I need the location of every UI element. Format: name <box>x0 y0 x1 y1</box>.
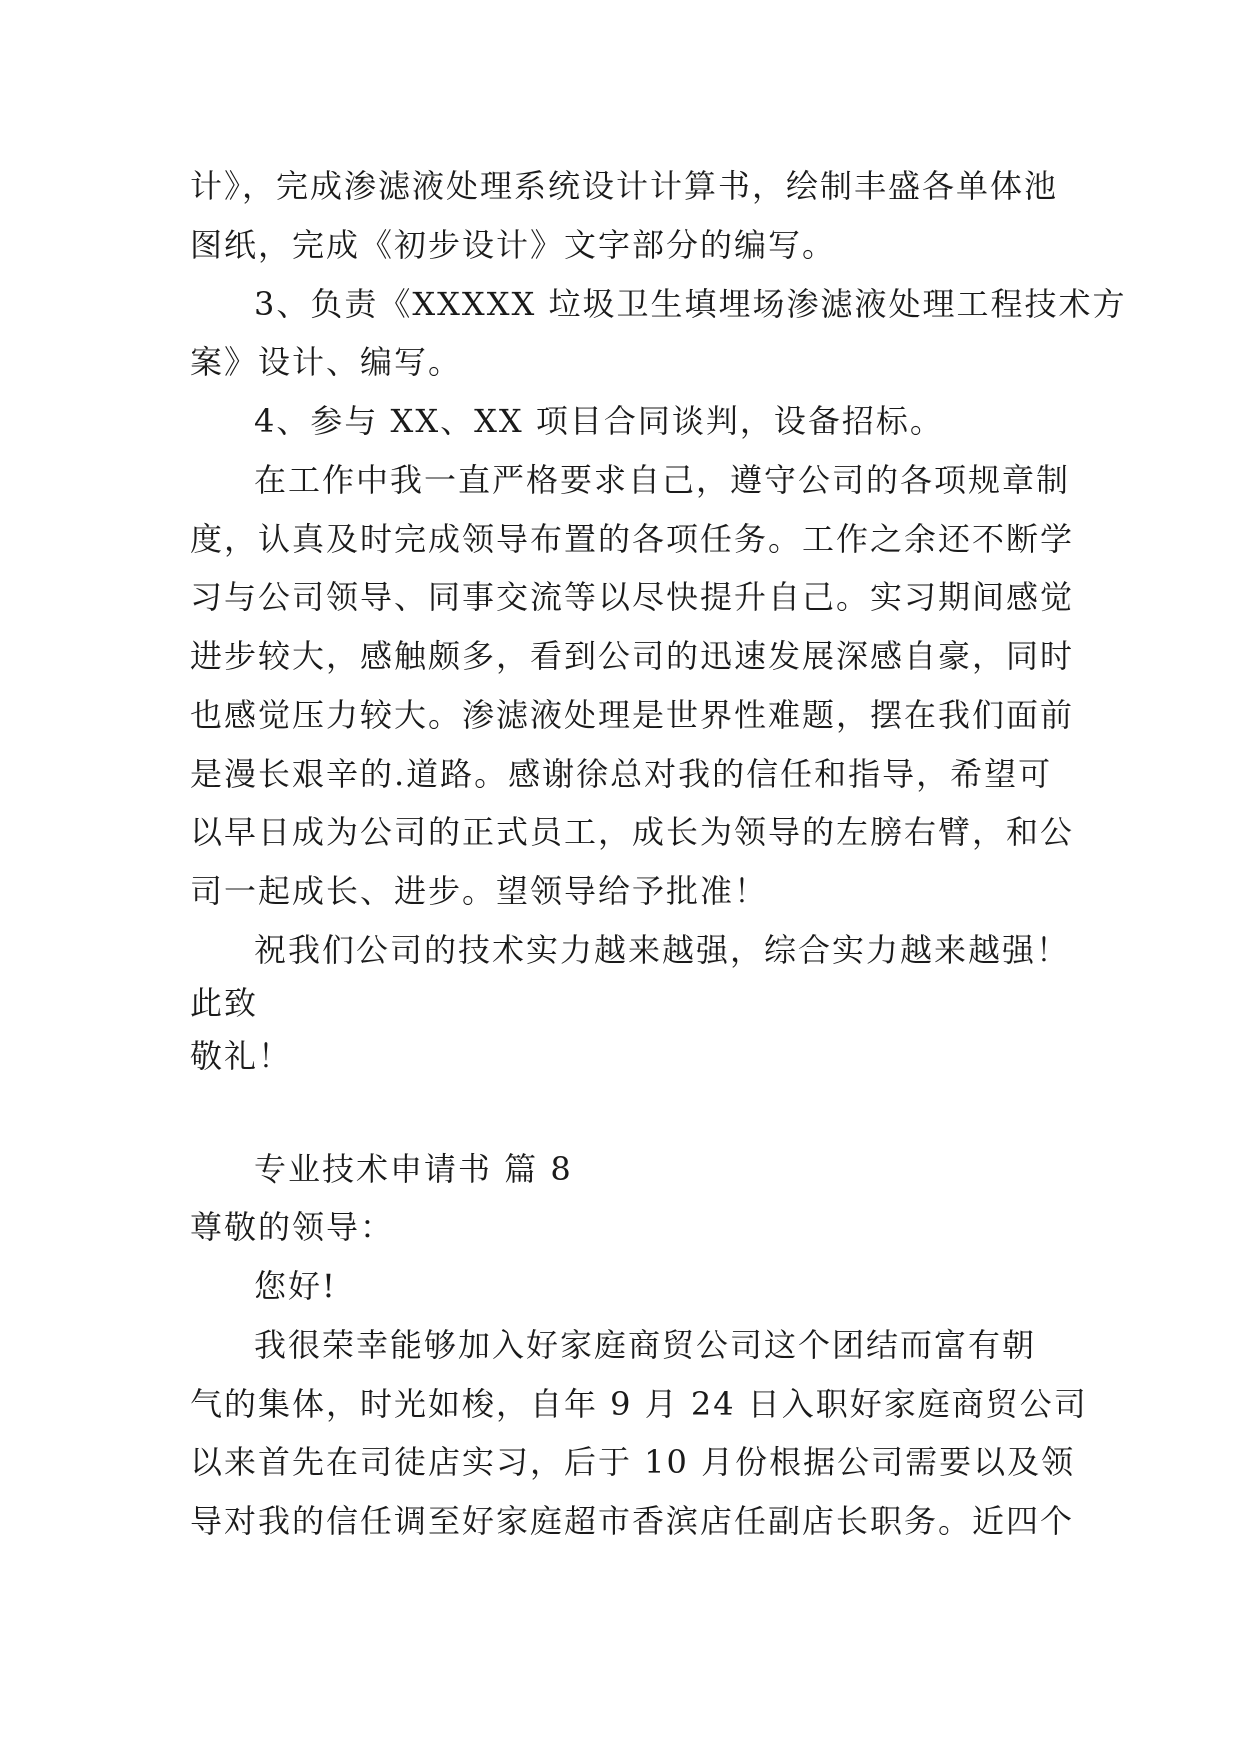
body-text-line: 也感觉压力较大。渗滤液处理是世界性难题，摆在我们面前 <box>190 696 1075 734</box>
paragraph-start: 我很荣幸能够加入好家庭商贸公司这个团结而富有朝 <box>254 1326 1037 1364</box>
paragraph-start: 在工作中我一直严格要求自己，遵守公司的各项规章制 <box>254 461 1071 499</box>
body-text-line: 习与公司领导、同事交流等以尽快提升自己。实习期间感觉 <box>190 578 1075 616</box>
list-item-3: 3、负责《XXXXX 垃圾卫生填埋场渗滤液处理工程技术方 <box>254 285 1127 323</box>
body-text-line: 以来首先在司徒店实习，后于 10 月份根据公司需要以及领 <box>190 1443 1076 1481</box>
body-text-line: 案》设计、编写。 <box>190 343 463 381</box>
body-text-line: 以早日成为公司的正式员工，成长为领导的左膀右臂，和公 <box>190 813 1075 851</box>
body-text-line: 导对我的信任调至好家庭超市香滨店任副店长职务。近四个 <box>190 1502 1075 1540</box>
wish-line: 祝我们公司的技术实力越来越强，综合实力越来越强！ <box>254 931 1071 969</box>
closing-line: 此致 <box>190 984 259 1022</box>
body-text-line: 司一起成长、进步。望领导给予批准！ <box>190 872 769 910</box>
salutation-closing: 敬礼！ <box>190 1037 293 1075</box>
section-heading: 专业技术申请书 篇 8 <box>254 1150 573 1188</box>
body-text-line: 进步较大，感触颇多，看到公司的迅速发展深感自豪，同时 <box>190 637 1075 675</box>
greeting-hello: 您好! <box>254 1267 337 1305</box>
body-text-line: 图纸，完成《初步设计》文字部分的编写。 <box>190 226 837 264</box>
body-text-line: 计》，完成渗滤液处理系统设计计算书，绘制丰盛各单体池 <box>190 167 1059 205</box>
body-text-line: 度，认真及时完成领导布置的各项任务。工作之余还不断学 <box>190 520 1075 558</box>
body-text-line: 是漫长艰辛的.道路。感谢徐总对我的信任和指导，希望可 <box>190 755 1053 793</box>
list-item-4: 4、参与 XX、XX 项目合同谈判，设备招标。 <box>254 402 944 440</box>
greeting-line: 尊敬的领导： <box>190 1208 395 1246</box>
body-text-line: 气的集体，时光如梭，自年 9 月 24 日入职好家庭商贸公司 <box>190 1385 1088 1423</box>
